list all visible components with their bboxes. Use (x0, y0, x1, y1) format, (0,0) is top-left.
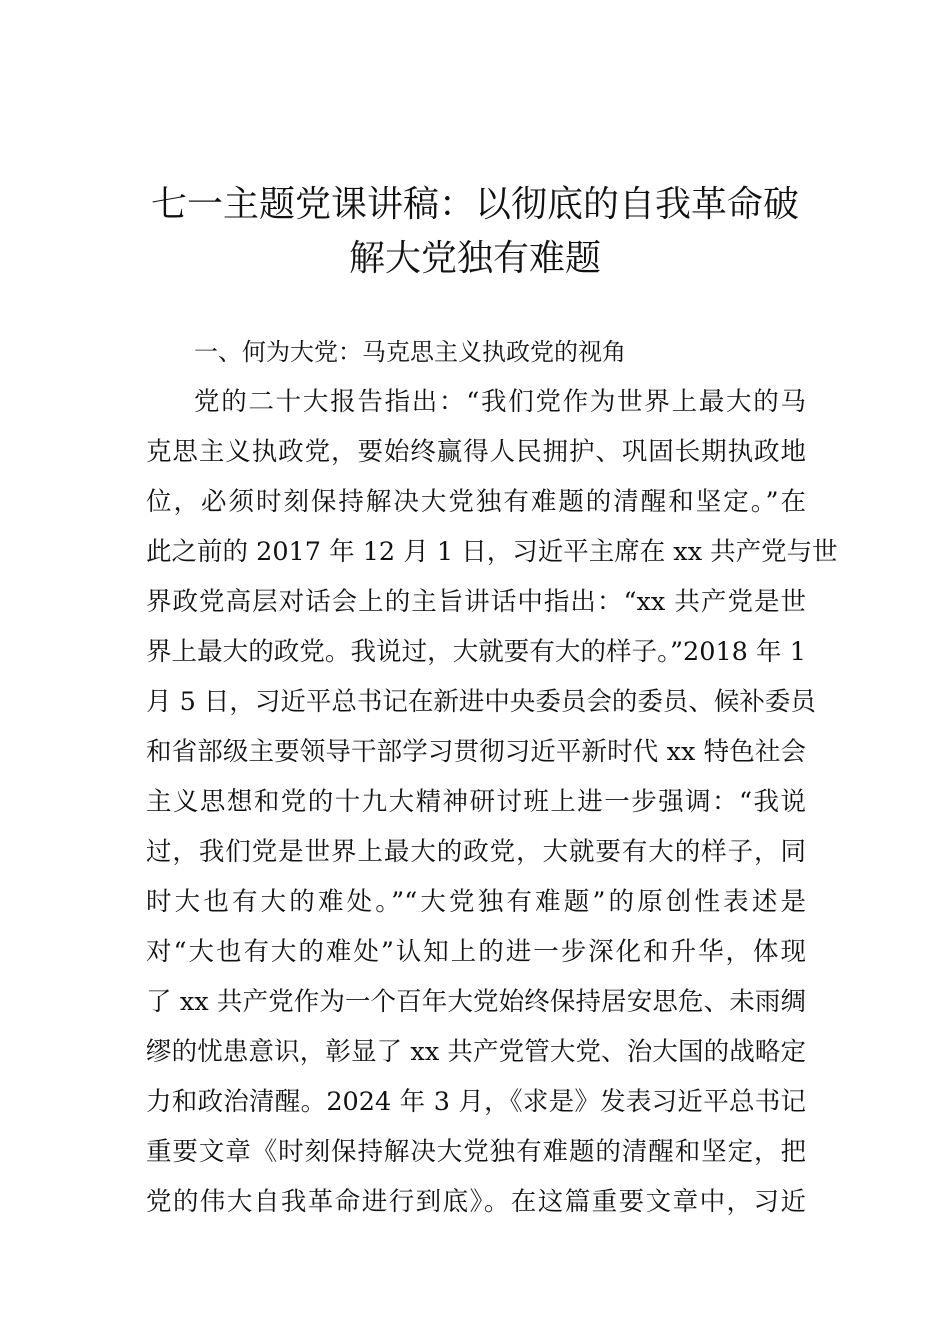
paragraph-line: 党的伟大自我革命进行到底》。在这篇重要文章中，习近 (146, 1187, 806, 1217)
paragraph-line: 重要文章《时刻保持解决大党独有难题的清醒和坚定，把 (146, 1137, 806, 1167)
paragraph-line: 时大也有大的难处。”“大党独有难题”的原创性表述是 (146, 887, 806, 917)
paragraph-line: 此之前的 2017 年 12 月 1 日，习近平主席在 xx 共产党与世 (146, 537, 838, 567)
paragraph-line: 过，我们党是世界上最大的政党，大就要有大的样子，同 (146, 837, 806, 867)
paragraph-line: 力和政治清醒。2024 年 3 月，《求是》发表习近平总书记 (146, 1087, 806, 1117)
title-line-1: 七一主题党课讲稿：以彻底的自我革命破 (150, 184, 799, 225)
section-heading: 一、何为大党：马克思主义执政党的视角 (194, 338, 626, 366)
paragraph-line: 对“大也有大的难处”认知上的进一步深化和升华，体现 (146, 937, 806, 967)
title-line-2: 解大党独有难题 (348, 238, 601, 279)
paragraph-line: 界上最大的政党。我说过，大就要有大的样子。”2018 年 1 (146, 637, 806, 667)
paragraph-line: 和省部级主要领导干部学习贯彻习近平新时代 xx 特色社会 (146, 737, 806, 767)
document-title (130, 178, 820, 286)
paragraph-line: 界政党高层对话会上的主旨讲话中指出：“xx 共产党是世 (146, 587, 806, 617)
paragraph-line: 党的二十大报告指出：“我们党作为世界上最大的马 (194, 387, 806, 417)
paragraph-line: 位，必须时刻保持解决大党独有难题的清醒和坚定。”在 (146, 487, 806, 517)
paragraph-line: 克思主义执政党，要始终赢得人民拥护、巩固长期执政地 (146, 437, 806, 467)
paragraph-line: 了 xx 共产党作为一个百年大党始终保持居安思危、未雨绸 (146, 987, 806, 1017)
paragraph-line: 月 5 日，习近平总书记在新进中央委员会的委员、候补委员 (146, 687, 816, 717)
body-paragraph (146, 377, 838, 1227)
paragraph-line: 缪的忧患意识，彰显了 xx 共产党管大党、治大国的战略定 (146, 1037, 806, 1067)
paragraph-line: 主义思想和党的十九大精神研讨班上进一步强调：“我说 (146, 787, 806, 817)
